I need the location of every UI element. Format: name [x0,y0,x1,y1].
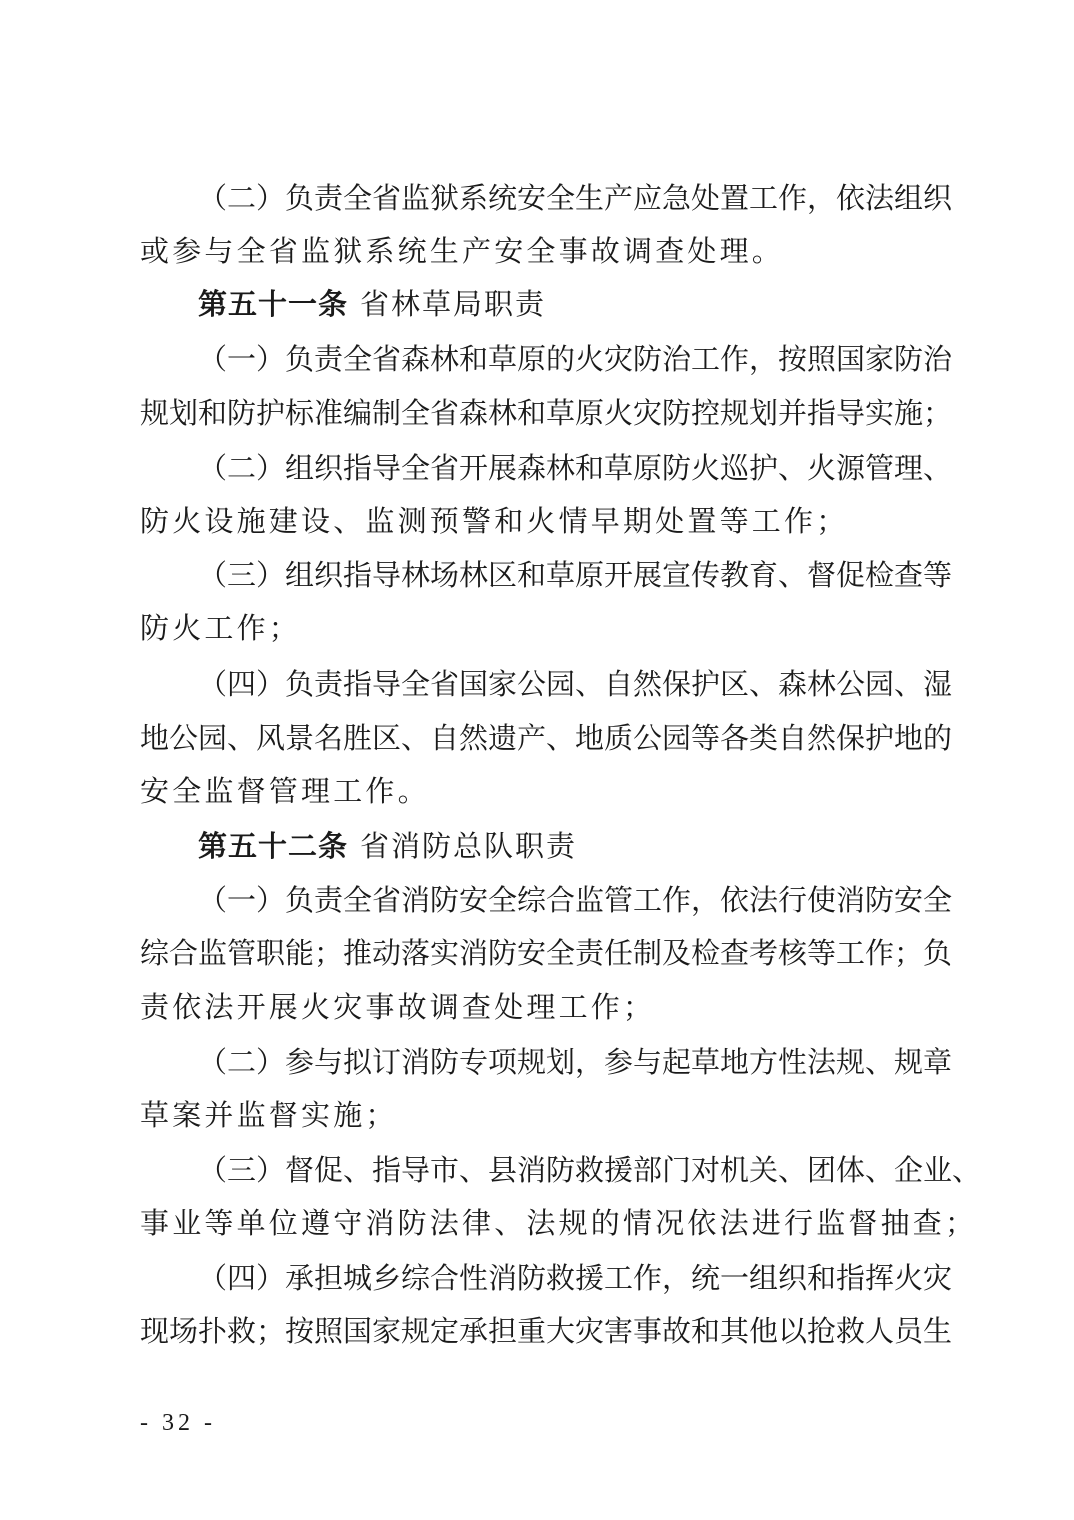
paragraph-line: 防火设施建设、监测预警和火情早期处置等工作； [140,504,849,538]
article-title: 省林草局职责 [360,287,547,321]
page-number: - 32 - [140,1410,216,1436]
paragraph-line: （三）督促、指导市、县消防救援部门对机关、团体、企业、 [198,1153,982,1187]
paragraph-line: （二）组织指导全省开展森林和草原防火巡护、火源管理、 [198,451,953,485]
article-heading [198,286,940,322]
paragraph-line: 事业等单位遵守消防法律、法规的情况依法进行监督抽查； [140,1206,978,1240]
paragraph-line: （一）负责全省森林和草原的火灾防治工作，按照国家防治 [198,342,953,376]
paragraph-line: 草案并监督实施； [140,1098,398,1132]
article-heading [198,828,940,864]
paragraph-line: （一）负责全省消防安全综合监管工作，依法行使消防安全 [198,883,953,917]
article-number: 第五十二条 [198,829,349,863]
paragraph-line: 地公园、风景名胜区、自然遗产、地质公园等各类自然保护地的 [140,721,953,755]
paragraph-line: 安全监督管理工作。 [140,774,430,808]
article-title: 省消防总队职责 [360,829,578,863]
article-number: 第五十一条 [198,287,349,321]
paragraph-line: （二）参与拟订消防专项规划，参与起草地方性法规、规章 [198,1045,953,1079]
paragraph-line: 现场扑救；按照国家规定承担重大灾害事故和其他以抢救人员生 [140,1314,953,1348]
paragraph-line: （三）组织指导林场林区和草原开展宣传教育、督促检查等 [198,558,953,592]
paragraph-line: 防火工作； [140,611,302,645]
paragraph-line: 责依法开展火灾事故调查处理工作； [140,990,656,1024]
paragraph-line: 综合监管职能；推动落实消防安全责任制及检查考核等工作；负 [140,936,953,970]
paragraph-line: 规划和防护标准编制全省森林和草原火灾防控规划并指导实施； [140,396,953,430]
paragraph-line: （四）负责指导全省国家公园、自然保护区、森林公园、湿 [198,667,953,701]
paragraph-line: （二）负责全省监狱系统安全生产应急处置工作，依法组织 [198,181,953,215]
paragraph-line: 或参与全省监狱系统生产安全事故调查处理。 [140,234,785,268]
paragraph-line: （四）承担城乡综合性消防救援工作，统一组织和指挥火灾 [198,1261,953,1295]
